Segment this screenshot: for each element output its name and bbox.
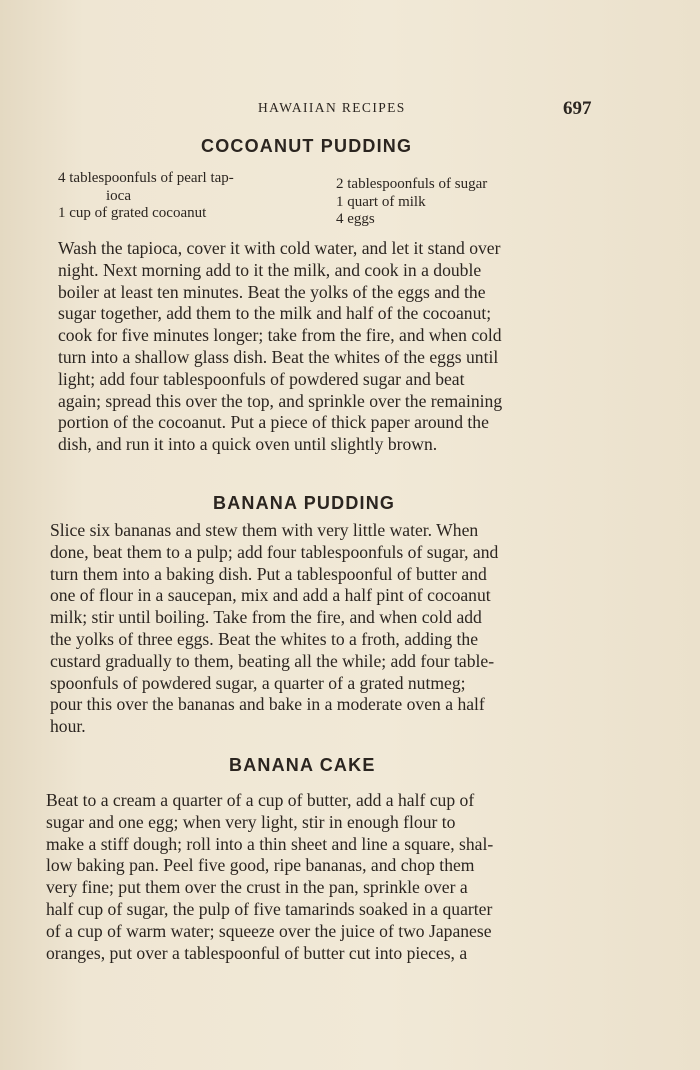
- recipe-title-cocoanut-pudding: COCOANUT PUDDING: [201, 136, 413, 156]
- text-line: milk; stir until boiling. Take from the fire, and when cold add: [50, 607, 482, 628]
- page-number: 697: [563, 98, 592, 119]
- recipe-title-banana-pudding: BANANA PUDDING: [213, 493, 396, 513]
- ingredient-item-continuation: ioca: [106, 187, 131, 204]
- text-line: again; spread this over the top, and sprinkle over the remaining: [58, 390, 503, 411]
- text-line: Wash the tapioca, cover it with cold water, and let it stand over: [58, 238, 501, 258]
- text-line: spoonfuls of powdered sugar, a quarter of a grated nutmeg;: [50, 672, 466, 693]
- text-line: portion of the cocoanut. Put a piece of thick paper around the: [58, 412, 489, 433]
- text-line: oranges, put over a tablespoonful of butter cut into pieces, a: [46, 942, 468, 963]
- text-line: pour this over the bananas and bake in a moderate oven a half: [50, 694, 485, 715]
- ingredient-item: 1 quart of milk: [336, 193, 426, 210]
- ingredient-item: 4 tablespoonfuls of pearl tap-: [58, 170, 234, 186]
- text-line: one of flour in a saucepan, mix and add a half pint of cocoanut: [50, 585, 491, 606]
- text-line: Slice six bananas and stew them with very little water. When: [50, 520, 479, 540]
- text-line: light; add four tablespoonfuls of powdered sugar and beat: [58, 368, 465, 389]
- text-line: low baking pan. Peel five good, ripe bananas, and chop them: [46, 855, 475, 876]
- text-line: of a cup of warm water; squeeze over the juice of two Japanese: [46, 920, 492, 941]
- text-line: sugar and one egg; when very light, stir in enough flour to: [46, 811, 456, 832]
- text-line: night. Next morning add to it the milk, and cook in a double: [58, 259, 482, 280]
- text-line: sugar together, add them to the milk and half of the cocoanut;: [58, 303, 492, 324]
- ingredient-item: 2 tablespoonfuls of sugar: [336, 176, 488, 192]
- text-line: turn into a shallow glass dish. Beat the whites of the eggs until: [58, 346, 499, 367]
- ingredient-item: 4 eggs: [336, 211, 375, 227]
- recipe-directions-cocoanut-pudding: [58, 238, 588, 456]
- text-line: cook for five minutes longer; take from the fire, and when cold: [58, 325, 502, 346]
- text-line: dish, and run it into a quick oven until slightly brown.: [58, 434, 438, 455]
- recipe-title-banana-cake: BANANA CAKE: [229, 755, 376, 775]
- text-line: done, beat them to a pulp; add four tablespoonfuls of sugar, and: [50, 541, 499, 562]
- text-line: the yolks of three eggs. Beat the whites to a froth, adding the: [50, 628, 479, 649]
- running-head: HAWAIIAN RECIPES: [258, 100, 406, 115]
- recipe-directions-banana-pudding: [50, 520, 585, 738]
- ingredient-item: 1 cup of grated cocoanut: [58, 205, 207, 221]
- text-line: boiler at least ten minutes. Beat the yolks of the eggs and the: [58, 281, 486, 302]
- text-line: very fine; put them over the crust in the pan, sprinkle over a: [46, 877, 468, 898]
- text-line: hour.: [50, 716, 86, 737]
- recipe-directions-banana-cake: [46, 790, 581, 964]
- ingredients-right-column: [336, 176, 487, 229]
- ingredients-left-column: [58, 170, 234, 223]
- text-line: half cup of sugar, the pulp of five tamarinds soaked in a quarter: [46, 898, 493, 919]
- text-line: turn them into a baking dish. Put a tablespoonful of butter and: [50, 563, 487, 584]
- text-line: make a stiff dough; roll into a thin sheet and line a square, shal-: [46, 833, 494, 854]
- text-line: Beat to a cream a quarter of a cup of butter, add a half cup of: [46, 790, 475, 810]
- text-line: custard gradually to them, beating all the while; add four table-: [50, 650, 495, 671]
